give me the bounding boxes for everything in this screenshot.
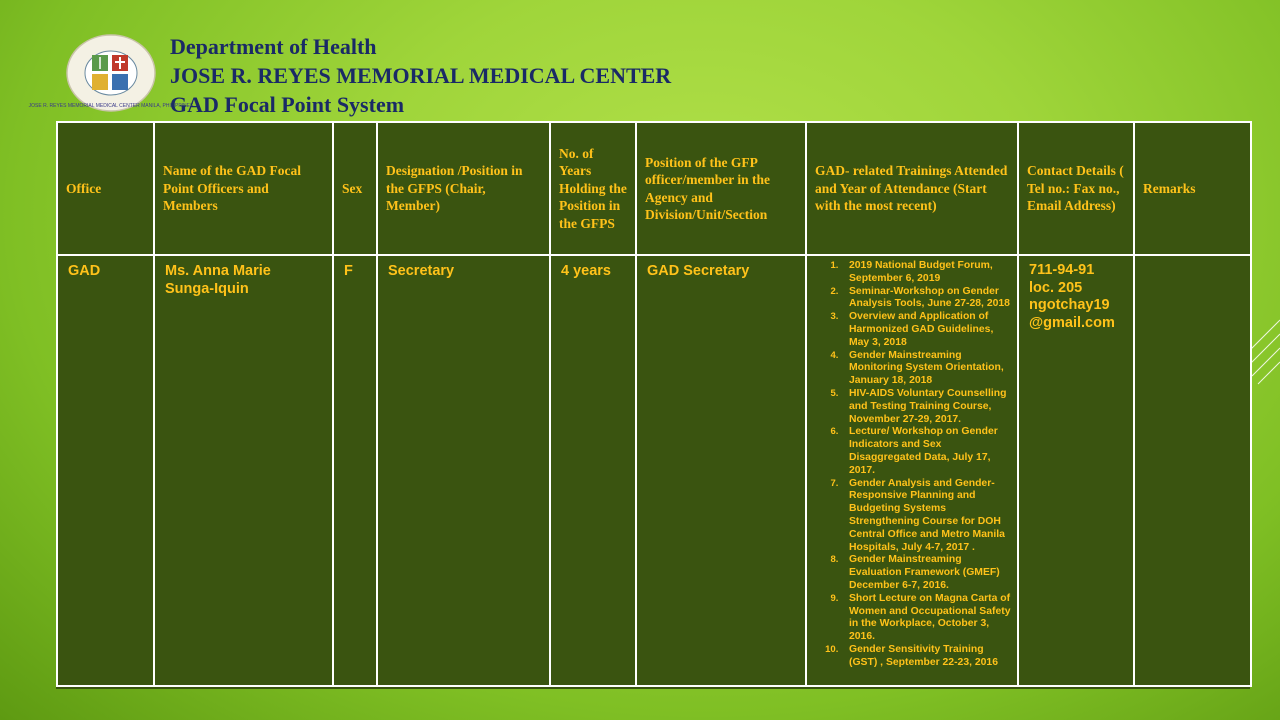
- contact-email-domain: @gmail.com: [1029, 314, 1115, 331]
- cell-trainings: [806, 255, 1018, 686]
- header-department: Department of Health: [170, 34, 377, 59]
- cell-remarks: [1134, 255, 1251, 686]
- gfps-table-container: [56, 121, 1250, 689]
- trainings-list: [815, 260, 1013, 670]
- header-position: Position of the GFP officer/member in the Agency and Division/Unit/Section: [636, 122, 806, 255]
- cell-designation: Secretary: [377, 255, 550, 686]
- list-item: 4. Gender Mainstreaming Monitoring System Orientation, January 18, 2018: [841, 350, 1013, 388]
- list-item: 10. Gender Sensitivity Training (GST) , September 22-23, 2016: [841, 644, 1013, 670]
- hospital-seal-icon: [28, 33, 194, 113]
- list-item: 1. 2019 National Budget Forum, September 6, 2019: [841, 260, 1013, 286]
- table-header-row: [57, 122, 1251, 255]
- page-header: [170, 32, 671, 119]
- header-hospital: JOSE R. REYES MEMORIAL MEDICAL CENTER: [170, 63, 672, 88]
- contact-loc: loc. 205: [1029, 279, 1083, 296]
- cell-years: 4 years: [550, 255, 636, 686]
- gfps-table: [56, 121, 1252, 687]
- logo-text: JOSE R. REYES MEMORIAL MEDICAL CENTER MANILA, PHILIPPINES: [28, 103, 194, 109]
- header-remarks: Remarks: [1134, 122, 1251, 255]
- list-item: 3. Overview and Application of Harmonized GAD Guidelines, May 3, 2018: [841, 311, 1013, 349]
- header-trainings: GAD- related Trainings Attended and Year of Attendance (Start with the most recent): [806, 122, 1018, 255]
- contact-tel: 711-94-91: [1029, 262, 1095, 278]
- cell-contact: [1018, 255, 1134, 686]
- cell-position: GAD Secretary: [636, 255, 806, 686]
- list-item: 9. Short Lecture on Magna Carta of Women and Occupational Safety in the Workplace, October 3, 2016.: [841, 593, 1013, 644]
- header-system: GAD Focal Point System: [170, 92, 405, 117]
- list-item: 2. Seminar-Workshop on Gender Analysis Tools, June 27-28, 2018: [841, 286, 1013, 312]
- cell-name: Ms. Anna Marie Sunga-Iquin: [154, 255, 333, 686]
- header-sex: Sex: [333, 122, 377, 255]
- header-office: Office: [57, 122, 154, 255]
- header-years: No. of Years Holding the Position in the GFPS: [550, 122, 636, 255]
- header-name: Name of the GAD Focal Point Officers and Members: [154, 122, 333, 255]
- list-item: 6. Lecture/ Workshop on Gender Indicators and Sex Disaggregated Data, July 17, 2017.: [841, 426, 1013, 477]
- list-item: 8. Gender Mainstreaming Evaluation Framework (GMEF) December 6-7, 2016.: [841, 554, 1013, 592]
- header-designation: Designation /Position in the GFPS (Chair, Member): [377, 122, 550, 255]
- list-item: 5. HIV-AIDS Voluntary Counselling and Testing Training Course, November 27-29, 2017.: [841, 388, 1013, 426]
- cell-office: GAD: [57, 255, 154, 686]
- table-row: [57, 255, 1251, 686]
- header-contact: Contact Details ( Tel no.: Fax no., Email Address): [1018, 122, 1134, 255]
- cell-sex: F: [333, 255, 377, 686]
- contact-email-user: ngotchay19: [1029, 297, 1110, 313]
- list-item: 7. Gender Analysis and Gender-Responsive Planning and Budgeting Systems Strengthening Course for DOH Central Office and Metro Manila Hospitals, July 4-7, 2017 .: [841, 478, 1013, 555]
